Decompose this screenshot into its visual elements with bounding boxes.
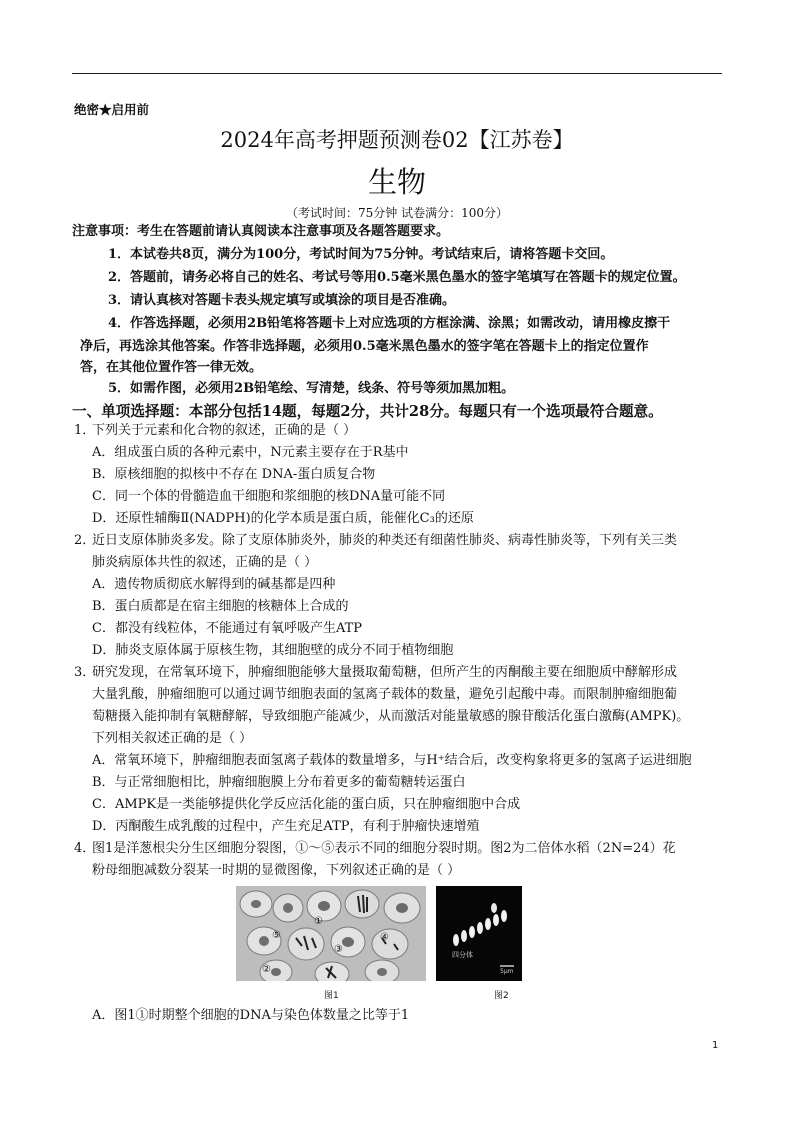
notice-item-4-cont2: 答，在其他位置作答一律无效。: [80, 360, 263, 375]
notice-item-4: 4．作答选择题，必须用2B铅笔将答题卡上对应选项的方框涂满、涂黑；如需改动，请用橡皮擦干: [108, 316, 671, 331]
q1-option-a: A．组成蛋白质的各种元素中，N元素主要存在于R基中: [92, 445, 409, 460]
q3-option-b: B．与正常细胞相比，肿瘤细胞膜上分布着更多的葡萄糖转运蛋白: [92, 775, 466, 790]
figure-1-caption: 图1: [324, 991, 339, 1001]
exam-info: （考试时间：75分钟 试卷满分：100分）: [286, 206, 508, 220]
q4-option-a: A．图1①时期整个细胞的DNA与染色体数量之比等于1: [92, 1008, 410, 1023]
exam-title: 2024年高考押题预测卷02【江苏卷】: [220, 128, 574, 152]
header-rule: [72, 73, 722, 74]
question-3-stem-1: 研究发现，在常氧环境下，肿瘤细胞能够大量摄取葡萄糖，但所产生的丙酮酸主要在细胞质中酵解形成: [92, 665, 678, 680]
question-1-number: 1．: [74, 423, 96, 438]
question-3-number: 3．: [74, 665, 96, 680]
q1-option-c: C．同一个体的骨髓造血干细胞和浆细胞的核DNA量可能不同: [92, 489, 446, 504]
q3-option-d: D．丙酮酸生成乳酸的过程中，产生充足ATP，有利于肿瘤快速增殖: [92, 819, 480, 834]
question-3-stem-4: 下列相关叙述正确的是（ ）: [92, 731, 253, 746]
question-2-stem-2: 肺炎病原体共性的叙述，正确的是（ ）: [92, 555, 318, 570]
notice-item-3: 3．请认真核对答题卡表头规定填写或填涂的项目是否准确。: [108, 293, 456, 308]
notice-intro: 注意事项：考生在答题前请认真阅读本注意事项及各题答题要求。: [72, 224, 450, 239]
q3-option-c: C．AMPK是一类能够提供化学反应活化能的蛋白质，只在肿瘤细胞中合成: [92, 797, 521, 812]
fig1-label-3: ③: [334, 944, 343, 955]
page-number: 1: [712, 1040, 719, 1051]
section-heading: 一、单项选择题：本部分包括14题，每题2分，共计28分。每题只有一个选项最符合题意。: [72, 403, 663, 420]
question-3-stem-2: 大量乳酸，肿瘤细胞可以通过调节细胞表面的氢离子载体的数量，避免引起酸中毒。而限制肿瘤细胞葡: [92, 687, 678, 702]
fig2-scale-bar-label: 5μm: [500, 968, 514, 975]
question-1-stem: 下列关于元素和化合物的叙述，正确的是（ ）: [92, 423, 357, 438]
question-2-number: 2．: [74, 533, 96, 548]
fig1-label-5: ⑤: [272, 930, 281, 941]
notice-item-5: 5．如需作图，必须用2B铅笔绘、写清楚，线条、符号等须加黑加粗。: [108, 381, 515, 396]
figure-2-micrograph: [436, 886, 522, 981]
q3-option-a: A．常氧环境下，肿瘤细胞表面氢离子载体的数量增多，与H⁺结合后，改变构象将更多的氢离子运进细胞: [92, 753, 692, 768]
secret-label: 绝密★启用前: [74, 102, 150, 117]
q1-option-d: D．还原性辅酶Ⅱ(NADPH)的化学本质是蛋白质，能催化C₃的还原: [92, 511, 474, 526]
subject-title: 生物: [367, 165, 426, 199]
q2-option-a: A．遗传物质彻底水解得到的碱基都是四种: [92, 577, 336, 592]
fig1-label-4: ④: [380, 932, 389, 943]
q2-option-b: B．蛋白质都是在宿主细胞的核糖体上合成的: [92, 599, 349, 614]
notice-item-2: 2．答题前，请务必将自己的姓名、考试号等用0.5毫米黑色墨水的签字笔填写在答题卡的规定位置。: [108, 270, 686, 285]
figure-group: [236, 886, 522, 1000]
question-2-stem-1: 近日支原体肺炎多发。除了支原体肺炎外，肺炎的种类还有细菌性肺炎、病毒性肺炎等，下列有关三类: [92, 533, 678, 548]
notice-item-4-cont: 净后，再选涂其他答案。作答非选择题，必须用0.5毫米黑色墨水的签字笔在答题卡上的指定位置作: [80, 339, 649, 354]
question-4-stem-2: 粉母细胞减数分裂某一时期的显微图像，下列叙述正确的是（ ）: [92, 863, 461, 878]
fig2-label-tetrad: 四分体: [452, 951, 473, 959]
q2-option-d: D．肺炎支原体属于原核生物，其细胞壁的成分不同于植物细胞: [92, 643, 454, 658]
notice-item-1: 1．本试卷共8页，满分为100分，考试时间为75分钟。考试结束后，请将答题卡交回。: [108, 247, 614, 262]
q1-option-b: B．原核细胞的拟核中不存在 DNA-蛋白质复合物: [92, 467, 376, 482]
question-4-number: 4．: [74, 841, 96, 856]
figure-2-chromosomes: [436, 886, 522, 981]
figure-1-micrograph: [236, 886, 426, 981]
question-4-stem-1: 图1是洋葱根尖分生区细胞分裂图，①～⑤表示不同的细胞分裂时期。图2为二倍体水稻（2N=24）花: [92, 841, 676, 856]
fig1-label-1: ①: [314, 916, 323, 927]
q2-option-c: C．都没有线粒体，不能通过有氧呼吸产生ATP: [92, 621, 363, 636]
fig1-label-2: ②: [262, 964, 271, 975]
question-3-stem-3: 萄糖摄入能抑制有氧糖酵解，导致细胞产能减少，从而激活对能量敏感的腺苷酸活化蛋白激酶(AMPK)。: [92, 709, 690, 724]
figure-2-caption: 图2: [494, 991, 509, 1001]
